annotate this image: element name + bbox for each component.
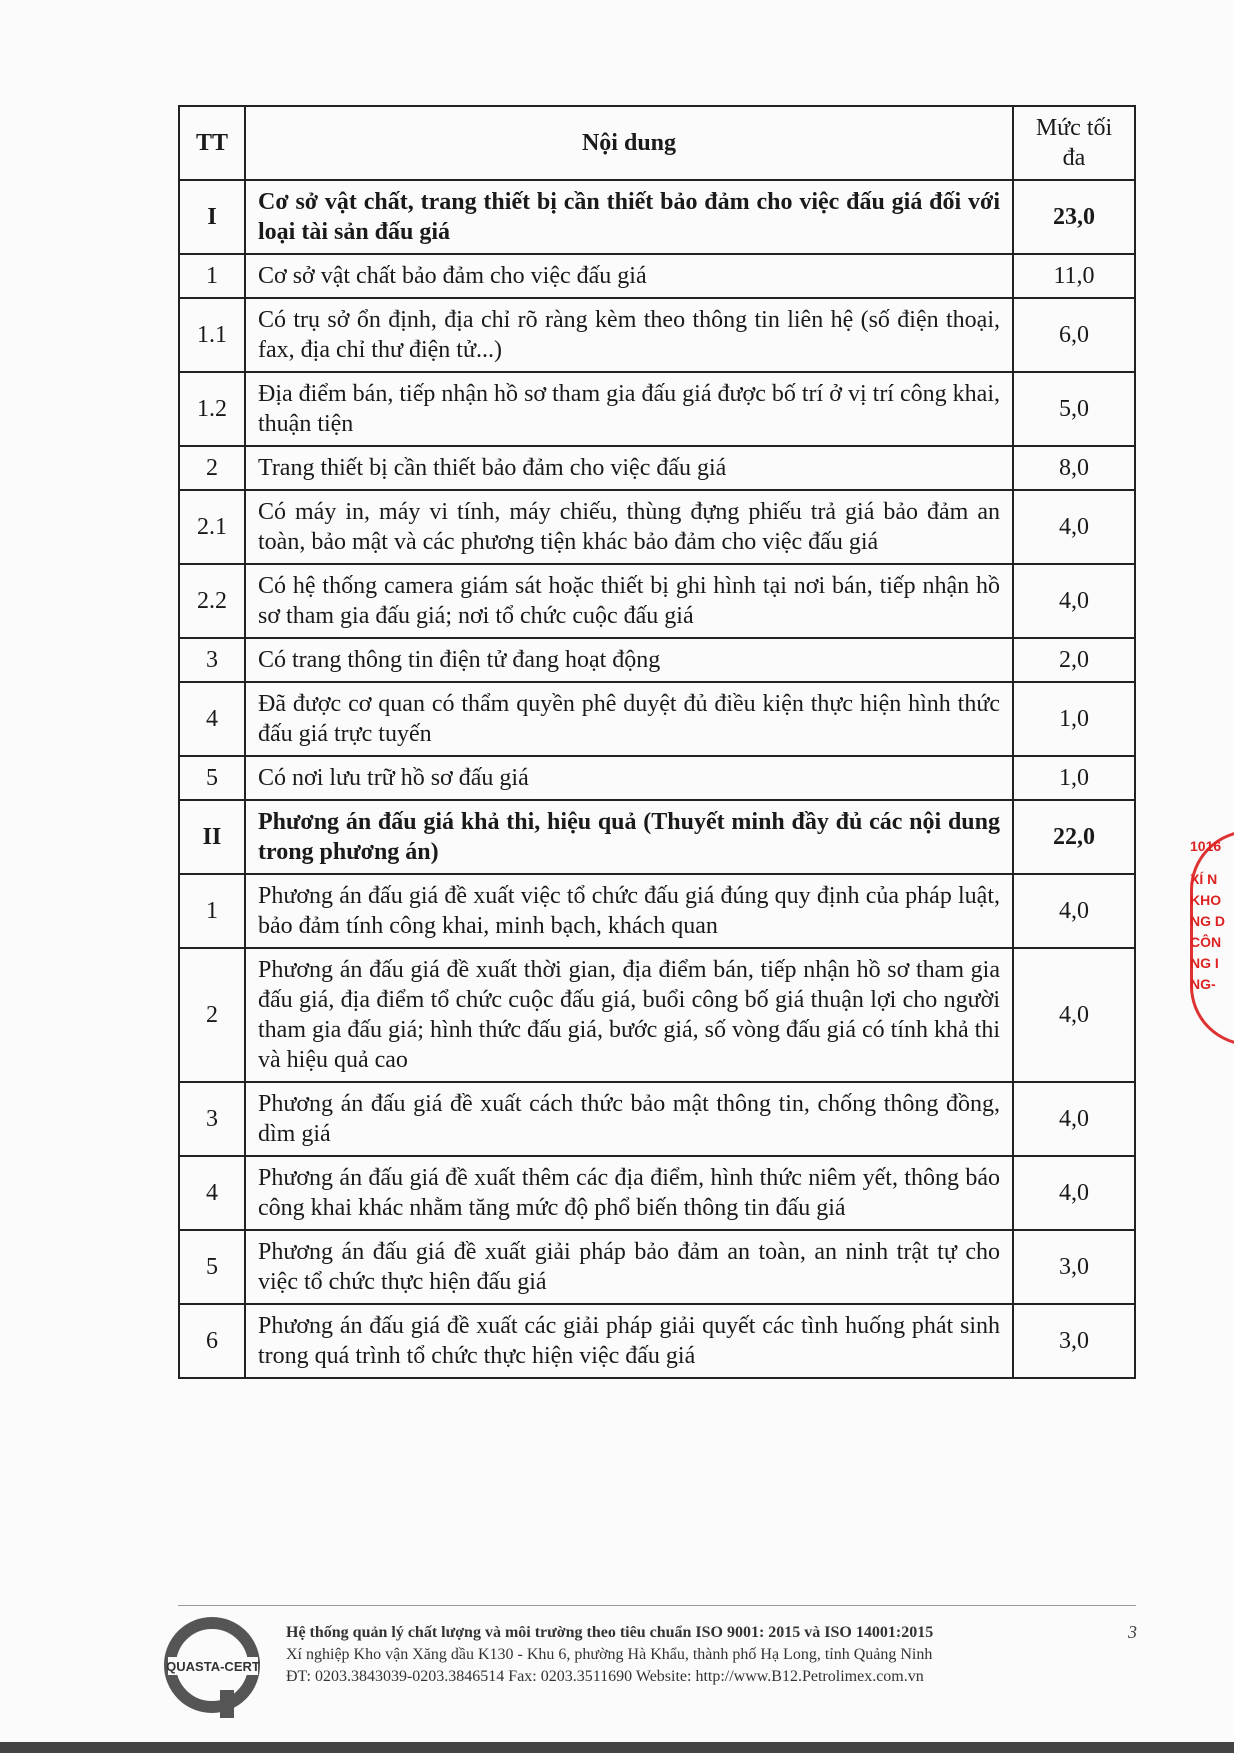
table-row xyxy=(179,1230,1135,1304)
table-row xyxy=(179,682,1135,756)
row-content: Có nơi lưu trữ hồ sơ đấu giá xyxy=(245,756,1013,800)
row-content: Có hệ thống camera giám sát hoặc thiết bị ghi hình tại nơi bán, tiếp nhận hồ sơ tham gia đấu giá; nơi tổ chức cuộc đấu giá xyxy=(245,564,1013,638)
row-max-score: 4,0 xyxy=(1013,948,1135,1082)
table-row xyxy=(179,1304,1135,1378)
row-number: 2.1 xyxy=(179,490,245,564)
row-number: II xyxy=(179,800,245,874)
row-number: 5 xyxy=(179,756,245,800)
row-max-score: 6,0 xyxy=(1013,298,1135,372)
row-content: Địa điểm bán, tiếp nhận hồ sơ tham gia đấu giá được bố trí ở vị trí công khai, thuận tiện xyxy=(245,372,1013,446)
row-max-score: 23,0 xyxy=(1013,180,1135,254)
row-max-score: 4,0 xyxy=(1013,1156,1135,1230)
row-number: 2 xyxy=(179,948,245,1082)
row-max-score: 2,0 xyxy=(1013,638,1135,682)
row-content: Đã được cơ quan có thẩm quyền phê duyệt đủ điều kiện thực hiện hình thức đấu giá trực tuyến xyxy=(245,682,1013,756)
row-max-score: 4,0 xyxy=(1013,1082,1135,1156)
row-content: Có trụ sở ổn định, địa chỉ rõ ràng kèm theo thông tin liên hệ (số điện thoại, fax, địa chỉ thư điện tử...) xyxy=(245,298,1013,372)
table-row xyxy=(179,1082,1135,1156)
row-content: Có máy in, máy vi tính, máy chiếu, thùng đựng phiếu trả giá bảo đảm an toàn, bảo mật và các phương tiện khác bảo đảm cho việc đấu giá xyxy=(245,490,1013,564)
stamp-line: CÔN xyxy=(1190,934,1222,950)
row-number: 3 xyxy=(179,1082,245,1156)
header-tt: TT xyxy=(179,106,245,180)
row-number: I xyxy=(179,180,245,254)
row-number: 4 xyxy=(179,1156,245,1230)
stamp-line: NG D xyxy=(1190,913,1225,929)
row-content: Cơ sở vật chất, trang thiết bị cần thiết bảo đảm cho việc đấu giá đối với loại tài sản đấu giá xyxy=(245,180,1013,254)
row-number: 1.2 xyxy=(179,372,245,446)
footer-line-2: Xí nghiệp Kho vận Xăng dầu K130 - Khu 6, phường Hà Khẩu, thành phố Hạ Long, tỉnh Quảng Ninh xyxy=(286,1646,933,1663)
row-content: Phương án đấu giá đề xuất cách thức bảo mật thông tin, chống thông đồng, dìm giá xyxy=(245,1082,1013,1156)
row-content: Cơ sở vật chất bảo đảm cho việc đấu giá xyxy=(245,254,1013,298)
section-row xyxy=(179,800,1135,874)
table-header-row xyxy=(179,106,1135,180)
row-max-score: 22,0 xyxy=(1013,800,1135,874)
logo-text: QUASTA-CERT xyxy=(166,1659,260,1674)
row-max-score: 1,0 xyxy=(1013,756,1135,800)
section-row xyxy=(179,180,1135,254)
row-max-score: 8,0 xyxy=(1013,446,1135,490)
stamp-text xyxy=(1190,830,1234,1040)
row-number: 3 xyxy=(179,638,245,682)
table-body xyxy=(179,180,1135,1378)
stamp-line: XÍ N xyxy=(1190,871,1218,887)
header-content: Nội dung xyxy=(245,106,1013,180)
row-content: Có trang thông tin điện tử đang hoạt động xyxy=(245,638,1013,682)
row-content: Phương án đấu giá đề xuất giải pháp bảo đảm an toàn, an ninh trật tự cho việc tổ chức thực hiện đấu giá xyxy=(245,1230,1013,1304)
table-row xyxy=(179,638,1135,682)
criteria-table xyxy=(178,105,1136,1379)
row-number: 4 xyxy=(179,682,245,756)
table-row xyxy=(179,254,1135,298)
row-max-score: 5,0 xyxy=(1013,372,1135,446)
footer-divider xyxy=(178,1605,1136,1606)
stamp-line: NG I xyxy=(1190,955,1219,971)
row-content: Phương án đấu giá đề xuất việc tổ chức đấu giá đúng quy định của pháp luật, bảo đảm tính công khai, minh bạch, khách quan xyxy=(245,874,1013,948)
footer-line-1: Hệ thống quản lý chất lượng và môi trường theo tiêu chuẩn ISO 9001: 2015 và ISO 14001:2015 xyxy=(286,1624,934,1641)
row-max-score: 4,0 xyxy=(1013,490,1135,564)
quasta-cert-logo xyxy=(160,1610,280,1720)
row-number: 1 xyxy=(179,874,245,948)
row-max-score: 11,0 xyxy=(1013,254,1135,298)
page-number: 3 xyxy=(1128,1622,1137,1642)
table-row xyxy=(179,298,1135,372)
table-row xyxy=(179,1156,1135,1230)
table-row xyxy=(179,564,1135,638)
row-number: 5 xyxy=(179,1230,245,1304)
table-row xyxy=(179,372,1135,446)
scan-edge xyxy=(0,1742,1234,1753)
row-number: 6 xyxy=(179,1304,245,1378)
row-max-score: 4,0 xyxy=(1013,564,1135,638)
row-max-score: 1,0 xyxy=(1013,682,1135,756)
row-number: 2 xyxy=(179,446,245,490)
table-row xyxy=(179,874,1135,948)
row-content: Phương án đấu giá đề xuất thêm các địa điểm, hình thức niêm yết, thông báo công khai khác nhằm tăng mức độ phổ biến thông tin đấu giá xyxy=(245,1156,1013,1230)
footer-line-3: ĐT: 0203.3843039-0203.3846514 Fax: 0203.3511690 Website: http://www.B12.Petrolimex.com.vn xyxy=(286,1668,924,1685)
table-row xyxy=(179,446,1135,490)
header-max: Mức tối đa xyxy=(1013,106,1135,180)
stamp-line: NG- xyxy=(1190,976,1216,992)
row-number: 1.1 xyxy=(179,298,245,372)
row-max-score: 3,0 xyxy=(1013,1304,1135,1378)
row-content: Phương án đấu giá đề xuất các giải pháp giải quyết các tình huống phát sinh trong quá trình tổ chức thực hiện việc đấu giá xyxy=(245,1304,1013,1378)
row-content: Phương án đấu giá khả thi, hiệu quả (Thuyết minh đầy đủ các nội dung trong phương án) xyxy=(245,800,1013,874)
stamp-line: KHO xyxy=(1190,892,1222,908)
stamp-line: 1016 xyxy=(1190,838,1222,854)
row-number: 2.2 xyxy=(179,564,245,638)
table-row xyxy=(179,490,1135,564)
footer-text xyxy=(286,1622,1086,1688)
row-content: Trang thiết bị cần thiết bảo đảm cho việc đấu giá xyxy=(245,446,1013,490)
table-row xyxy=(179,756,1135,800)
table-row xyxy=(179,948,1135,1082)
row-max-score: 3,0 xyxy=(1013,1230,1135,1304)
row-content: Phương án đấu giá đề xuất thời gian, địa điểm bán, tiếp nhận hồ sơ tham gia đấu giá, địa điểm tổ chức cuộc đấu giá, buổi công bố giá thuận lợi cho người tham gia đấu giá; hình thức đấu giá, bước giá, số vòng đấu giá có tính khả thi và hiệu quả cao xyxy=(245,948,1013,1082)
row-max-score: 4,0 xyxy=(1013,874,1135,948)
row-number: 1 xyxy=(179,254,245,298)
